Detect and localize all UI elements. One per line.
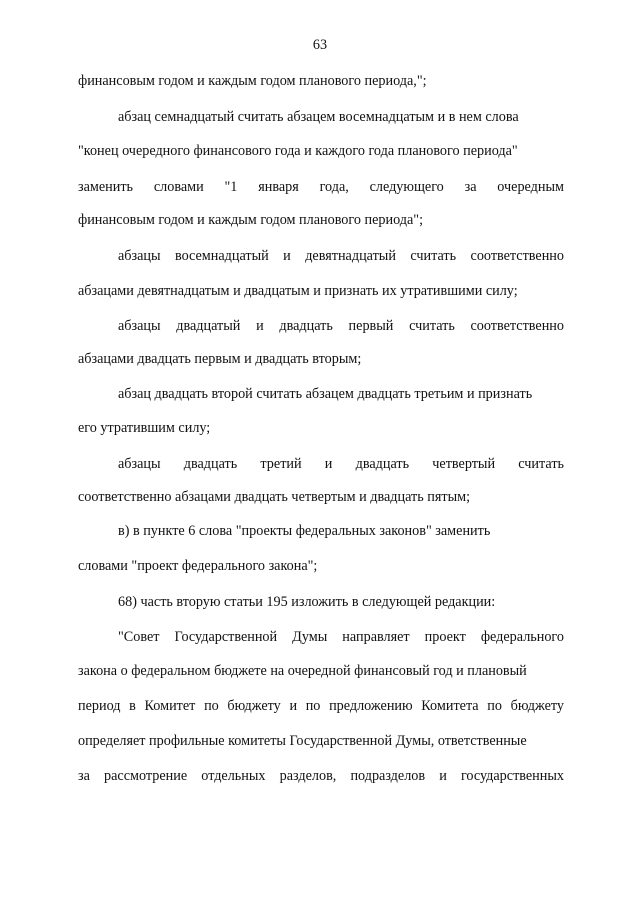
- text-line-18: закона о федеральном бюджете на очередной финансовый год и плановый: [78, 663, 527, 679]
- text-line-13: соответственно абзацами двадцать четвертым и двадцать пятым;: [78, 489, 471, 505]
- text-line-17: "Совет Государственной Думы направляет проект федерального: [118, 629, 564, 645]
- text-line-14: в) в пункте 6 слова "проекты федеральных законов" заменить: [118, 523, 491, 539]
- text-line-21: за рассмотрение отдельных разделов, подразделов и государственных: [78, 768, 564, 784]
- text-line-7: абзацами девятнадцатым и двадцатым и признать их утратившими силу;: [78, 283, 518, 299]
- text-line-9: абзацами двадцать первым и двадцать вторым;: [78, 351, 362, 367]
- text-line-16: 68) часть вторую статьи 195 изложить в следующей редакции:: [118, 594, 496, 610]
- text-line-19: период в Комитет по бюджету и по предложению Комитета по бюджету: [78, 698, 564, 714]
- text-line-5: финансовым годом и каждым годом планового периода";: [78, 212, 424, 228]
- text-line-11: его утратившим силу;: [78, 420, 211, 436]
- text-line-6: абзацы восемнадцатый и девятнадцатый считать соответственно: [118, 248, 564, 264]
- text-line-2: абзац семнадцатый считать абзацем восемнадцатым и в нем слова: [118, 109, 519, 125]
- text-line-1: финансовым годом и каждым годом планового периода,";: [78, 73, 427, 89]
- text-line-10: абзац двадцать второй считать абзацем двадцать третьим и признать: [118, 386, 533, 402]
- text-line-4: заменить словами "1 января года, следующего за очередным: [78, 179, 564, 195]
- text-line-8: абзацы двадцатый и двадцать первый считать соответственно: [118, 318, 564, 334]
- text-line-15: словами "проект федерального закона";: [78, 558, 318, 574]
- page-number: 63: [312, 37, 328, 53]
- text-line-12: абзацы двадцать третий и двадцать четвертый считать: [118, 456, 564, 472]
- text-line-20: определяет профильные комитеты Государственной Думы, ответственные: [78, 733, 527, 749]
- text-line-3: "конец очередного финансового года и каждого года планового периода": [78, 143, 518, 159]
